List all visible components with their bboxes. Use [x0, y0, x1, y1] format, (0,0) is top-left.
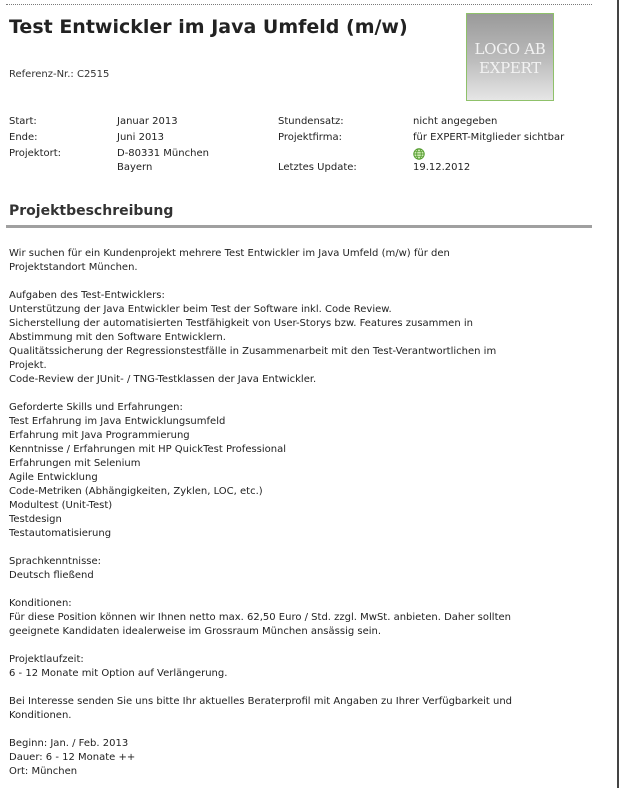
description-line: Sprachkenntnisse: — [9, 556, 102, 567]
description-line: Wir suchen für ein Kundenprojekt mehrere Test Entwickler im Java Umfeld (m/w) für den — [9, 248, 450, 259]
description-line — [9, 681, 587, 695]
project-title: Test Entwickler im Java Umfeld (m/w) — [9, 16, 408, 38]
description-line: Deutsch fließend — [9, 570, 94, 581]
description-line: Konditionen. — [9, 710, 72, 721]
update-value: 19.12.2012 — [413, 162, 471, 173]
description-line: Beginn: Jan. / Feb. 2013 — [9, 738, 129, 749]
update-label: Letztes Update: — [278, 162, 357, 173]
description-line: Modultest (Unit-Test) — [9, 500, 113, 511]
location-label: Projektort: — [9, 148, 62, 159]
description-line: Unterstützung der Java Entwickler beim Test der Software inkl. Code Review. — [9, 304, 392, 315]
start-value: Januar 2013 — [117, 116, 178, 127]
description-line: Testautomatisierung — [9, 528, 112, 539]
end-value: Juni 2013 — [117, 132, 165, 143]
description-line: 6 - 12 Monate mit Option auf Verlängerung. — [9, 668, 228, 679]
description-line: Sicherstellung der automatisierten Testfähigkeit von User-Storys bzw. Features zusammen in — [9, 318, 473, 329]
end-label: Ende: — [9, 132, 38, 143]
section-divider — [6, 225, 592, 228]
company-label: Projektfirma: — [278, 132, 342, 143]
description-line: Dauer: 6 - 12 Monate ++ — [9, 752, 136, 763]
description-line: Erfahrung mit Java Programmierung — [9, 430, 190, 441]
description-line — [9, 541, 587, 555]
description-line: Projektstandort München. — [9, 262, 138, 273]
description-line: Geforderte Skills und Erfahrungen: — [9, 402, 183, 413]
company-logo[interactable] — [466, 13, 554, 101]
description-line — [9, 387, 587, 401]
description-line: Projektlaufzeit: — [9, 654, 84, 665]
description-line: Qualitätssicherung der Regressionstestfälle in Zusammenarbeit mit den Test-Verantwortlichen im — [9, 346, 497, 357]
description-line: Code-Review der JUnit- / TNG-Testklassen der Java Entwickler. — [9, 374, 317, 385]
rate-value: nicht angegeben — [413, 116, 498, 127]
description-line: Bei Interesse senden Sie uns bitte Ihr aktuelles Beraterprofil mit Angaben zu Ihrer Verfügbarkeit und — [9, 696, 513, 707]
description-heading: Projektbeschreibung — [9, 203, 174, 219]
description-line: Test Erfahrung im Java Entwicklungsumfeld — [9, 416, 226, 427]
description-line: Konditionen: — [9, 598, 72, 609]
top-dotted-rule — [6, 4, 592, 5]
rate-label: Stundensatz: — [278, 116, 344, 127]
logo-text: LOGO AB EXPERT — [474, 40, 546, 77]
description-line: Agile Entwicklung — [9, 472, 98, 483]
description-line: Ort: München — [9, 766, 78, 777]
location-value-region: Bayern — [117, 162, 153, 173]
company-value: für EXPERT-Mitglieder sichtbar — [413, 132, 565, 143]
description-line — [9, 583, 587, 597]
location-value-city: D-80331 München — [117, 148, 209, 159]
description-line — [9, 639, 587, 653]
start-label: Start: — [9, 116, 37, 127]
description-line: Kenntnisse / Erfahrungen mit HP QuickTest Professional — [9, 444, 287, 455]
description-line — [9, 723, 587, 737]
description-line: Erfahrungen mit Selenium — [9, 458, 141, 469]
description-line: Aufgaben des Test-Entwicklers: — [9, 290, 165, 301]
description-line: Projekt. — [9, 360, 47, 371]
description-line: geeignete Kandidaten idealerweise im Grossraum München ansässig sein. — [9, 626, 382, 637]
description-line: Abstimmung mit den Software Entwicklern. — [9, 332, 226, 343]
description-line: Testdesign — [9, 514, 62, 525]
globe-icon[interactable] — [413, 148, 425, 160]
description-line: Code-Metriken (Abhängigkeiten, Zyklen, LOC, etc.) — [9, 486, 263, 497]
description-line: Für diese Position können wir Ihnen netto max. 62,50 Euro / Std. zzgl. MwSt. anbieten. Daher sollten — [9, 612, 511, 623]
description-line — [9, 275, 587, 289]
description-text — [9, 247, 587, 779]
reference-number: Referenz-Nr.: C2515 — [9, 69, 110, 80]
